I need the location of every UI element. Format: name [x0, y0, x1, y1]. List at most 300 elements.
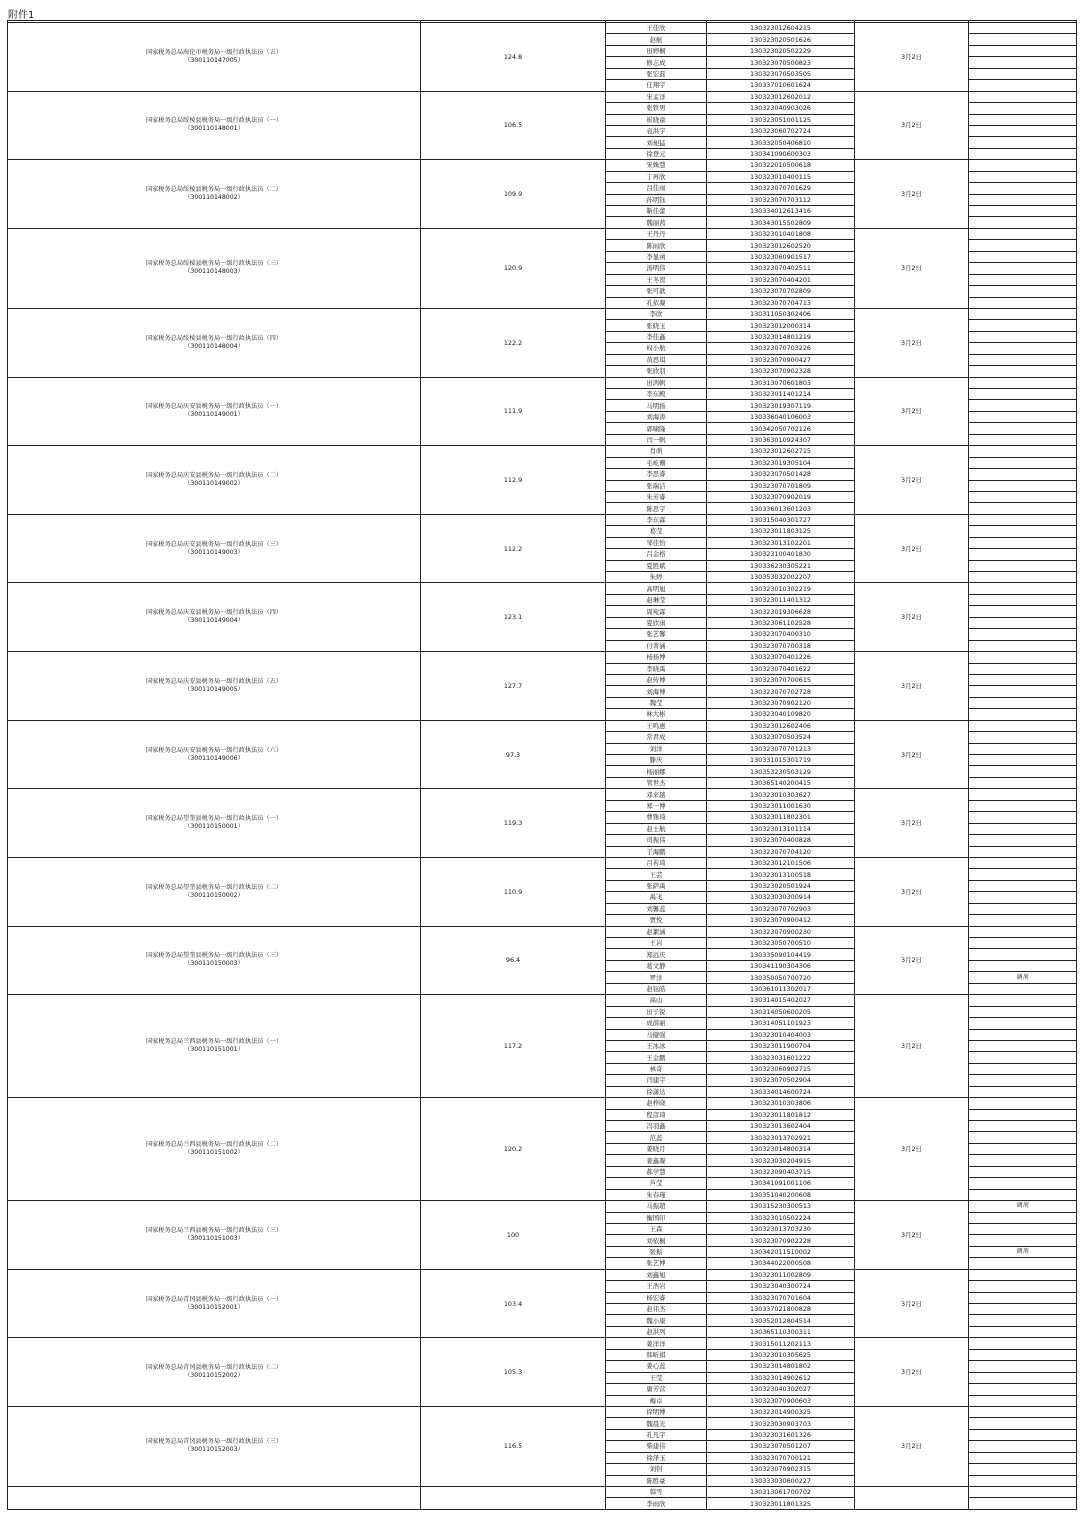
position-name: 国家税务总局庆安县税务局一级行政执法员（六）: [145, 746, 283, 754]
exam-id-cell: 130337010601624: [707, 80, 855, 91]
table-row: [8, 652, 1077, 663]
position-name: 国家税务总局庆安县税务局一级行政执法员（一）: [145, 403, 283, 411]
exam-id-cell: 130352012804514: [707, 1315, 855, 1326]
note-cell: [969, 823, 1077, 834]
date-cell: 3月2日: [855, 446, 969, 515]
position-cell: [8, 857, 421, 926]
date-cell: 3月2日: [855, 1406, 969, 1486]
name-cell: 刘馨蕊: [606, 903, 707, 914]
name-cell: 张宏磊: [606, 68, 707, 79]
note-cell: [969, 240, 1077, 251]
name-cell: 吕若琦: [606, 857, 707, 868]
exam-id-cell: 130323013702921: [707, 1132, 855, 1143]
name-cell: 魏丽茜: [606, 217, 707, 228]
position-cell: [8, 1338, 421, 1407]
exam-id-cell: 130323070902228: [707, 1235, 855, 1246]
name-cell: 刘海涛: [606, 411, 707, 422]
note-cell: [969, 1029, 1077, 1040]
exam-id-cell: 130323012602715: [707, 446, 855, 457]
name-cell: 肖萌: [606, 446, 707, 457]
exam-id-cell: 130323010401808: [707, 228, 855, 239]
name-cell: 朱芳睿: [606, 491, 707, 502]
name-cell: 张晓玉: [606, 320, 707, 331]
exam-id-cell: 130323040302027: [707, 1384, 855, 1395]
name-cell: 朱春瑾: [606, 1189, 707, 1200]
note-cell: [969, 1384, 1077, 1395]
name-cell: 徐登元: [606, 148, 707, 159]
exam-id-cell: 130323014902612: [707, 1372, 855, 1383]
note-cell: [969, 320, 1077, 331]
table-row: [8, 91, 1077, 102]
exam-id-cell: 130323020501924: [707, 880, 855, 891]
exam-id-cell: 130333030600227: [707, 1475, 855, 1486]
exam-id-cell: 130323013101114: [707, 823, 855, 834]
exam-id-cell: 130323070704713: [707, 297, 855, 308]
score-cell: 117.2: [421, 995, 606, 1098]
exam-id-cell: 130323014900325: [707, 1406, 855, 1417]
name-cell: 孔依凝: [606, 297, 707, 308]
exam-id-cell: 130323070700615: [707, 674, 855, 685]
note-cell: [969, 331, 1077, 342]
name-cell: 柴建伟: [606, 1441, 707, 1452]
position-code: （300110152003）: [184, 1446, 244, 1454]
exam-id-cell: 130323051001125: [707, 114, 855, 125]
score-cell: 110.9: [421, 857, 606, 926]
note-cell: [969, 663, 1077, 674]
exam-id-cell: 130332050406810: [707, 137, 855, 148]
exam-id-cell: 130323012000314: [707, 320, 855, 331]
note-cell: [969, 869, 1077, 880]
name-cell: 刘鑫旭: [606, 1269, 707, 1280]
name-cell: 冯羽鑫: [606, 1121, 707, 1132]
name-cell: 常君成: [606, 732, 707, 743]
name-cell: 管世杰: [606, 777, 707, 788]
note-cell: [969, 160, 1077, 171]
exam-id-cell: 130323070404201: [707, 274, 855, 285]
name-cell: 姜晓月: [606, 1143, 707, 1154]
exam-id-cell: 130323070900230: [707, 926, 855, 937]
position-code: （300110149005）: [184, 685, 244, 693]
note-cell: [969, 1258, 1077, 1269]
exam-id-cell: 130323070702809: [707, 286, 855, 297]
position-name: 国家税务总局绥棱县税务局一级行政执法员（二）: [145, 186, 283, 194]
note-cell: [969, 1475, 1077, 1486]
note-cell: [969, 1223, 1077, 1234]
exam-id-cell: 130323070704120: [707, 846, 855, 857]
table-row: [8, 1338, 1077, 1349]
note-cell: [969, 766, 1077, 777]
date-cell: 3月2日: [855, 857, 969, 926]
date-cell: 3月2日: [855, 23, 969, 92]
date-cell: 3月2日: [855, 377, 969, 446]
name-cell: 李佳鑫: [606, 331, 707, 342]
name-cell: 衡国印: [606, 1212, 707, 1223]
name-cell: 汤明伟: [606, 263, 707, 274]
position-code: （300110148003）: [184, 268, 244, 276]
position-code: （300110151003）: [184, 1234, 244, 1242]
page-title: 附件1: [8, 10, 35, 21]
note-cell: [969, 114, 1077, 125]
position-cell: [8, 228, 421, 308]
note-cell: [969, 1395, 1077, 1406]
note-cell: [969, 1109, 1077, 1120]
note-cell: [969, 1315, 1077, 1326]
name-cell: 高山: [606, 995, 707, 1006]
name-cell: 黄思琪: [606, 354, 707, 365]
exam-id-cell: 130323010502224: [707, 1212, 855, 1223]
position-code: （300110149003）: [184, 548, 244, 556]
date-cell: 3月2日: [855, 926, 969, 995]
note-cell: [969, 80, 1077, 91]
name-cell: 马明扬: [606, 400, 707, 411]
note-cell: [969, 1121, 1077, 1132]
name-cell: 朱婷: [606, 572, 707, 583]
exam-id-cell: 130323070701629: [707, 183, 855, 194]
position-cell: [8, 1201, 421, 1270]
note-cell: [969, 194, 1077, 205]
name-cell: 周宛霖: [606, 606, 707, 617]
position-cell: [8, 789, 421, 858]
exam-id-cell: 130323070703112: [707, 194, 855, 205]
name-cell: 郑远庆: [606, 949, 707, 960]
exam-id-cell: 130314015402027: [707, 995, 855, 1006]
note-cell: [969, 469, 1077, 480]
note-cell: [969, 915, 1077, 926]
note-cell: [969, 389, 1077, 400]
exam-id-cell: 130323014801219: [707, 331, 855, 342]
exam-id-cell: 130323061102528: [707, 617, 855, 628]
position-cell: [8, 91, 421, 160]
position-code: （300110151001）: [184, 1046, 244, 1054]
exam-id-cell: 130343015502809: [707, 217, 855, 228]
note-cell: [969, 549, 1077, 560]
position-cell: [8, 514, 421, 583]
exam-id-cell: 130323012101506: [707, 857, 855, 868]
table-row: [8, 1098, 1077, 1109]
exam-id-cell: 130323019307119: [707, 400, 855, 411]
name-cell: 杨宏睿: [606, 1292, 707, 1303]
name-cell: 陈思宇: [606, 503, 707, 514]
exam-id-cell: 130323020502229: [707, 45, 855, 56]
name-cell: 靳佳蕾: [606, 206, 707, 217]
exam-id-cell: 130341190304306: [707, 960, 855, 971]
exam-id-cell: 130323070700121: [707, 1452, 855, 1463]
name-cell: 刘昶猛: [606, 137, 707, 148]
note-cell: [969, 171, 1077, 182]
name-cell: 赵洪列: [606, 1326, 707, 1337]
date-cell: 3月2日: [855, 308, 969, 377]
exam-id-cell: 130323090403715: [707, 1166, 855, 1177]
name-cell: 王浩岩: [606, 1281, 707, 1292]
table-row: [8, 1487, 1077, 1498]
position-name: 国家税务总局望奎县税务局一级行政执法员（二）: [145, 883, 283, 891]
exam-id-cell: 130323011001630: [707, 800, 855, 811]
note-cell: [969, 1098, 1077, 1109]
note-cell: [969, 697, 1077, 708]
note-cell: [969, 800, 1077, 811]
date-cell: 3月2日: [855, 789, 969, 858]
name-cell: 于海鹏: [606, 846, 707, 857]
note-cell: [969, 789, 1077, 800]
table-row: [8, 1201, 1077, 1212]
name-cell: 张萨禹: [606, 880, 707, 891]
exam-id-cell: 130323070701809: [707, 480, 855, 491]
roster-body: [8, 21, 1077, 1510]
exam-id-cell: 130323030903703: [707, 1418, 855, 1429]
name-cell: 郑一博: [606, 800, 707, 811]
exam-id-cell: 130323013703230: [707, 1223, 855, 1234]
exam-id-cell: 130334014600724: [707, 1086, 855, 1097]
exam-id-cell: 130323060702724: [707, 125, 855, 136]
score-cell: 120.9: [421, 228, 606, 308]
table-row: [8, 308, 1077, 319]
name-cell: 陈胜豪: [606, 1475, 707, 1486]
exam-id-cell: 130361011302017: [707, 983, 855, 994]
score-cell: 127.7: [421, 652, 606, 721]
name-cell: 李显函: [606, 251, 707, 262]
note-cell: [969, 1361, 1077, 1372]
name-cell: 田婷桐: [606, 45, 707, 56]
exam-id-cell: 130323070900427: [707, 354, 855, 365]
name-cell: 滕庆: [606, 755, 707, 766]
note-cell: [969, 1143, 1077, 1154]
note-cell: [969, 1338, 1077, 1349]
note-cell: [969, 857, 1077, 868]
exam-id-cell: 130323040903026: [707, 103, 855, 114]
note-cell: [969, 1040, 1077, 1051]
note-cell: [969, 732, 1077, 743]
exam-id-cell: 130315040301727: [707, 514, 855, 525]
name-cell: 吕佳雨: [606, 183, 707, 194]
name-cell: 韩昕祺: [606, 1349, 707, 1360]
note-cell: 调剂: [969, 1246, 1077, 1257]
note-cell: [969, 137, 1077, 148]
name-cell: 吕金格: [606, 549, 707, 560]
name-cell: 王鸣惠: [606, 720, 707, 731]
exam-id-cell: 130363010924307: [707, 434, 855, 445]
name-cell: 杨丽娜: [606, 766, 707, 777]
name-cell: 权小航: [606, 343, 707, 354]
note-cell: [969, 572, 1077, 583]
exam-id-cell: 130323070702903: [707, 903, 855, 914]
exam-id-cell: 130323070501207: [707, 1441, 855, 1452]
exam-id-cell: 130323070902315: [707, 1464, 855, 1475]
score-cell: 111.9: [421, 377, 606, 446]
name-cell: 张艺馨: [606, 629, 707, 640]
note-cell: [969, 1155, 1077, 1166]
exam-id-cell: 130323012602012: [707, 91, 855, 102]
note-cell: [969, 343, 1077, 354]
position-code: （300110150001）: [184, 823, 244, 831]
name-cell: 郭啸隆: [606, 423, 707, 434]
note-cell: [969, 286, 1077, 297]
name-cell: 田鸿帆: [606, 377, 707, 388]
exam-id-cell: 130323014801802: [707, 1361, 855, 1372]
note-cell: [969, 1063, 1077, 1074]
exam-id-cell: 130315011202113: [707, 1338, 855, 1349]
exam-id-cell: 130336040106003: [707, 411, 855, 422]
date-cell: 3月2日: [855, 91, 969, 160]
note-cell: [969, 514, 1077, 525]
exam-id-cell: 130323070701213: [707, 743, 855, 754]
score-cell: 122.2: [421, 308, 606, 377]
date-cell: 3月2日: [855, 995, 969, 1098]
exam-id-cell: 130336013601203: [707, 503, 855, 514]
exam-id-cell: 130323011401214: [707, 389, 855, 400]
name-cell: 夏欣雨: [606, 617, 707, 628]
position-name: 国家税务总局青冈县税务局一级行政执法员（三）: [145, 1438, 283, 1446]
exam-id-cell: 130313070601803: [707, 377, 855, 388]
name-cell: 赵琳莹: [606, 594, 707, 605]
name-cell: 陈雨欣: [606, 240, 707, 251]
position-code: （300110152001）: [184, 1303, 244, 1311]
name-cell: 魏莹: [606, 697, 707, 708]
name-cell: 韩雪: [606, 1487, 707, 1498]
exam-id-cell: 130323011401312: [707, 594, 855, 605]
note-cell: [969, 434, 1077, 445]
note-cell: [969, 1441, 1077, 1452]
note-cell: [969, 1075, 1077, 1086]
name-cell: 闫建宇: [606, 1075, 707, 1086]
position-name: 国家税务总局兰西县税务局一级行政执法员（一）: [145, 1038, 283, 1046]
name-cell: 王岩: [606, 938, 707, 949]
name-cell: 贾悦: [606, 915, 707, 926]
note-cell: [969, 1452, 1077, 1463]
table-row: [8, 789, 1077, 800]
name-cell: 丁再欣: [606, 171, 707, 182]
note-cell: [969, 583, 1077, 594]
name-cell: 李东霖: [606, 514, 707, 525]
exam-id-cell: 130323031601222: [707, 1052, 855, 1063]
note-cell: [969, 1006, 1077, 1017]
exam-id-cell: 130323070500823: [707, 57, 855, 68]
name-cell: 赵钰皓: [606, 983, 707, 994]
exam-id-cell: 130323019305104: [707, 457, 855, 468]
name-cell: 夏胜斌: [606, 560, 707, 571]
exam-id-cell: 130341090600303: [707, 148, 855, 159]
position-code: （300110148001）: [184, 125, 244, 133]
name-cell: 刘依桐: [606, 1235, 707, 1246]
name-cell: 邓来越: [606, 789, 707, 800]
exam-id-cell: 130323012602406: [707, 720, 855, 731]
exam-id-cell: 130323010303627: [707, 789, 855, 800]
note-cell: [969, 217, 1077, 228]
exam-id-cell: 130323070900603: [707, 1395, 855, 1406]
exam-id-cell: 130365110300311: [707, 1326, 855, 1337]
note-cell: [969, 812, 1077, 823]
score-cell: [421, 1487, 606, 1510]
position-cell: [8, 995, 421, 1098]
name-cell: 刘洋: [606, 743, 707, 754]
name-cell: 赵梓晓: [606, 1098, 707, 1109]
note-cell: 调剂: [969, 972, 1077, 983]
name-cell: 司振伟: [606, 835, 707, 846]
note-cell: [969, 1304, 1077, 1315]
name-cell: 王冬贺: [606, 274, 707, 285]
exam-id-cell: 130323050700510: [707, 938, 855, 949]
name-cell: 李雨欣: [606, 1498, 707, 1509]
name-cell: 魏小康: [606, 1315, 707, 1326]
note-cell: [969, 297, 1077, 308]
position-cell: [8, 23, 421, 92]
name-cell: 赵航: [606, 34, 707, 45]
note-cell: [969, 1418, 1077, 1429]
name-cell: 王森: [606, 1223, 707, 1234]
name-cell: 田子锐: [606, 1006, 707, 1017]
exam-id-cell: 130323070503524: [707, 732, 855, 743]
score-cell: 97.3: [421, 720, 606, 789]
exam-id-cell: 130323070902019: [707, 491, 855, 502]
exam-id-cell: 130323070900412: [707, 915, 855, 926]
exam-id-cell: 130342050702126: [707, 423, 855, 434]
note-cell: [969, 640, 1077, 651]
note-cell: [969, 480, 1077, 491]
name-cell: 王金鹏: [606, 1052, 707, 1063]
position-cell: [8, 720, 421, 789]
name-cell: 李欣: [606, 308, 707, 319]
note-cell: [969, 1326, 1077, 1337]
note-cell: [969, 1086, 1077, 1097]
table-row: [8, 995, 1077, 1006]
date-cell: 3月2日: [855, 160, 969, 229]
exam-id-cell: 130323070700318: [707, 640, 855, 651]
name-cell: 姜鑫凝: [606, 1155, 707, 1166]
name-cell: 徐潇达: [606, 1086, 707, 1097]
name-cell: 范蕊: [606, 1132, 707, 1143]
name-cell: 闫一帆: [606, 434, 707, 445]
name-cell: 魏晨光: [606, 1418, 707, 1429]
note-cell: [969, 68, 1077, 79]
note-cell: [969, 1235, 1077, 1246]
note-cell: [969, 1349, 1077, 1360]
name-cell: 张欣羽: [606, 366, 707, 377]
exam-id-cell: 130323019306628: [707, 606, 855, 617]
table-row: [8, 446, 1077, 457]
position-code: （300110150002）: [184, 891, 244, 899]
note-cell: [969, 354, 1077, 365]
name-cell: 赵伟杰: [606, 1304, 707, 1315]
exam-id-cell: 130323070400828: [707, 835, 855, 846]
note-cell: [969, 308, 1077, 319]
table-row: [8, 857, 1077, 868]
position-code: （300110149006）: [184, 754, 244, 762]
name-cell: 任翔宇: [606, 80, 707, 91]
exam-id-cell: 130365140200415: [707, 777, 855, 788]
exam-id-cell: 130323070701604: [707, 1292, 855, 1303]
name-cell: 马振超: [606, 1201, 707, 1212]
note-cell: [969, 995, 1077, 1006]
note-cell: [969, 377, 1077, 388]
position-name: 国家税务总局海伦市税务局一级行政执法员（五）: [145, 48, 283, 56]
note-cell: [969, 537, 1077, 548]
position-code: （300110151002）: [184, 1149, 244, 1157]
exam-id-cell: 130314051101923: [707, 1018, 855, 1029]
exam-id-cell: 130323070702728: [707, 686, 855, 697]
note-cell: [969, 366, 1077, 377]
exam-id-cell: 130350050700720: [707, 972, 855, 983]
note-cell: [969, 274, 1077, 285]
position-code: （300110148002）: [184, 194, 244, 202]
position-code: （300110148004）: [184, 342, 244, 350]
position-code: （300110152002）: [184, 1372, 244, 1380]
score-cell: 123.1: [421, 583, 606, 652]
name-cell: 高明旭: [606, 583, 707, 594]
table-row: [8, 1269, 1077, 1280]
note-cell: [969, 1464, 1077, 1475]
exam-id-cell: 130323070503505: [707, 68, 855, 79]
name-cell: 成薛丽: [606, 1018, 707, 1029]
note-cell: [969, 755, 1077, 766]
